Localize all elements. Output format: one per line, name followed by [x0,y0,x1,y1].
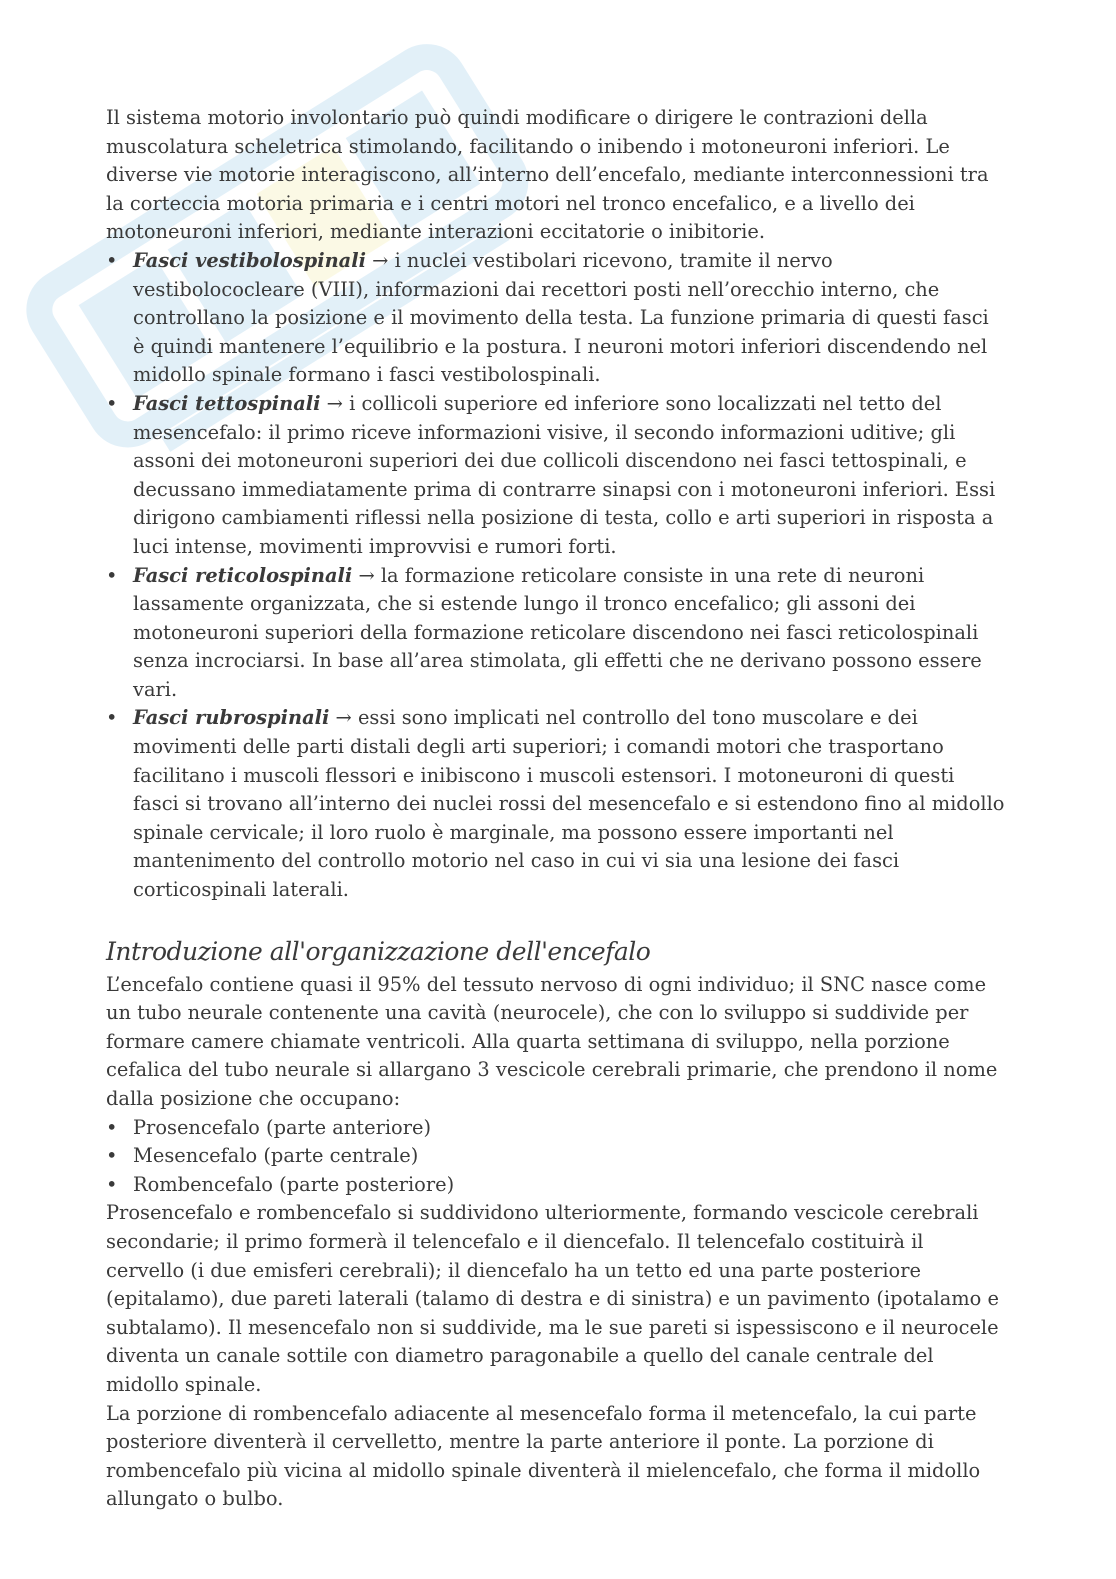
arrow-icon: → [335,706,352,730]
tracts-list [106,247,1006,905]
list-item [106,1114,1006,1143]
document-body [106,104,1006,1514]
bullet-icon: • [106,1172,118,1196]
tract-term: Fasci reticolospinali [133,563,353,587]
tract-term: Fasci rubrospinali [133,706,330,730]
arrow-icon: → [372,248,389,272]
bullet-icon: • [106,391,118,415]
tract-term: Fasci tettospinali [133,391,321,415]
bullet-icon: • [106,1144,118,1168]
vesicle-label: Mesencefalo (parte centrale) [133,1144,419,1168]
list-item [106,1142,1006,1171]
bullet-icon: • [106,563,118,587]
tract-description: i collicoli superiore ed inferiore sono localizzati nel tetto del mesencefalo: il primo riceve informazioni visive, il secondo informazioni uditive; gli assoni dei motoneuroni superiori dei due collicoli discendono nei fasci tettospinali, e decussano immediatamente prima di contrarre sinapsi con i motoneuroni inferiori. Essi dirigono cambiamenti riflessi nella posizione di testa, collo e arti superiori in risposta a luci intense, movimenti improvvisi e rumori forti. [133,391,996,558]
bullet-icon: • [106,1115,118,1139]
tract-term: Fasci vestibolospinali [133,248,366,272]
tract-description: essi sono implicati nel controllo del tono muscolare e dei movimenti delle parti distali degli arti superiori; i comandi motori che trasportano facilitano i muscoli flessori e inibiscono i muscoli estensori. I motoneuroni di questi fasci si trovano all’interno dei nuclei rossi del mesencefalo e si estendono fino al midollo spinale cervicale; il loro ruolo è marginale, ma possono essere importanti nel mantenimento del controllo motorio nel caso in cui vi sia una lesione dei fasci corticospinali laterali. [133,706,1005,902]
bullet-icon: • [106,706,118,730]
intro-paragraph: Il sistema motorio involontario può quindi modificare o dirigere le contrazioni della muscolatura scheletrica stimolando, facilitando o inibendo i motoneuroni inferiori. Le diverse vie motorie interagiscono, all’interno dell’encefalo, mediante interconnessioni tra la corteccia motoria primaria e i centri motori nel tronco encefalico, e a livello dei motoneuroni inferiori, mediante interazioni eccitatorie o inibitorie. [106,106,989,244]
tract-description: i nuclei vestibolari ricevono, tramite il nervo vestibolococleare (VIII), informazioni dai recettori posti nell’orecchio interno, che controllano la posizione e il movimento della testa. La funzione primaria di questi fasci è quindi mantenere l’equilibrio e la postura. I neuroni motori inferiori discendendo nel midollo spinale formano i fasci vestibolospinali. [133,248,989,387]
list-item [106,562,1006,705]
vesicle-label: Prosencefalo (parte anteriore) [133,1115,432,1139]
list-item [106,704,1006,904]
section-paragraph: L’encefalo contiene quasi il 95% del tessuto nervoso di ogni individuo; il SNC nasce come un tubo neurale contenente una cavità (neurocele), che con lo sviluppo si suddivide per formare camere chiamate ventricoli. Alla quarta settimana di sviluppo, nella porzione cefalica del tubo neurale si allargano 3 vescicole cerebrali primarie, che prendono il nome dalla posizione che occupano: [106,972,998,1110]
section-paragraph: La porzione di rombencefalo adiacente al mesencefalo forma il metencefalo, la cui parte posteriore diventerà il cervelletto, mentre la parte anteriore il ponte. La porzione di rombencefalo più vicina al midollo spinale diventerà il mielencefalo, che forma il midollo allungato o bulbo. [106,1401,981,1511]
tract-description: la formazione reticolare consiste in una rete di neuroni lassamente organizzata, che si estende lungo il tronco encefalico; gli assoni dei motoneuroni superiori della formazione reticolare discendono nei fasci reticolospinali senza incrociarsi. In base all’area stimolata, gli effetti che ne derivano possono essere vari. [133,563,982,701]
vesicle-label: Rombencefalo (parte posteriore) [133,1172,455,1196]
section-title: Introduzione all'organizzazione dell'encefalo [106,936,651,966]
list-item [106,247,1006,390]
list-item [106,390,1006,562]
section-paragraph: Prosencefalo e rombencefalo si suddividono ulteriormente, formando vescicole cerebrali secondarie; il primo formerà il telencefalo e il diencefalo. Il telencefalo costituirà il cervello (i due emisferi cerebrali); il diencefalo ha un tetto ed una parte posteriore (epitalamo), due pareti laterali (talamo di destra e di sinistra) e un pavimento (ipotalamo e subtalamo). Il mesencefalo non si suddivide, ma le sue pareti si ispessiscono e il neurocele diventa un canale sottile con diametro paragonabile a quello del canale centrale del midollo spinale. [106,1201,999,1396]
list-item [106,1171,1006,1200]
vesicles-list [106,1114,1006,1200]
arrow-icon: → [358,563,375,587]
arrow-icon: → [326,391,343,415]
bullet-icon: • [106,248,118,272]
